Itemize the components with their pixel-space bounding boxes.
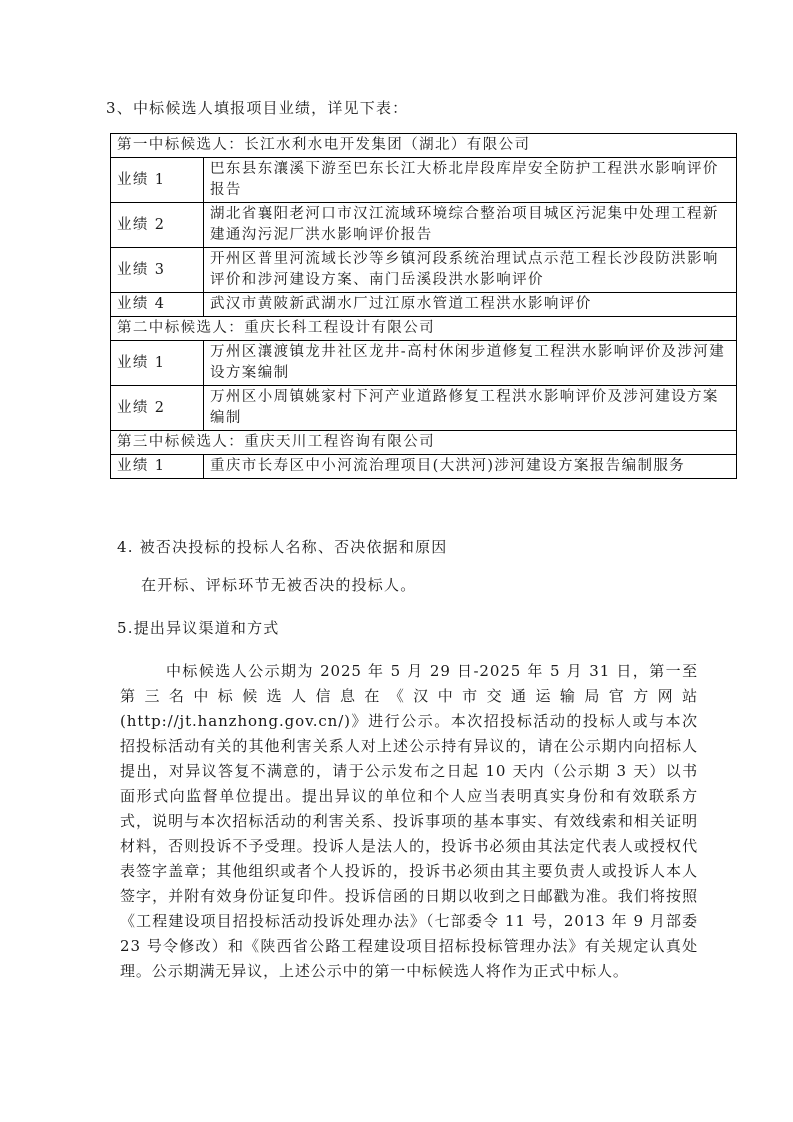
performance-label: 业绩 1	[111, 158, 204, 203]
performance-description: 巴东县东瀼溪下游至巴东长江大桥北岸段库岸安全防护工程洪水影响评价报告	[204, 158, 737, 203]
performance-label: 业绩 2	[111, 386, 204, 431]
table-row	[111, 203, 737, 248]
candidate-name: 第一中标候选人：长江水利水电开发集团（湖北）有限公司	[111, 134, 737, 158]
performance-description: 万州区瀼渡镇龙井社区龙井-高村休闲步道修复工程洪水影响评价及涉河建设方案编制	[204, 341, 737, 386]
table-row	[111, 455, 737, 479]
performance-label: 业绩 4	[111, 293, 204, 317]
candidate-header-row	[111, 431, 737, 455]
section-5-heading: 5.提出异议渠道和方式	[117, 619, 280, 637]
section-3-heading: 3、中标候选人填报项目业绩，详见下表：	[106, 99, 409, 117]
performance-description: 武汉市黄陂新武湖水厂过江原水管道工程洪水影响评价	[204, 293, 737, 317]
section-5-paragraph: 中标候选人公示期为 2025 年 5 月 29 日-2025 年 5 月 31 日，第一至第三名中标候选人信息在《汉中市交通运输局官方网站(http://jt.hanzhong.gov.cn/)》进行公示。本次招投标活动的投标人或与本次招投标活动有关的其他利害关系人对上述公示持有异议的，请在公示期内向招标人提出，对异议答复不满意的，请于公示发布之日起 10 天内（公示期 3 天）以书面形式向监督单位提出。提出异议的单位和个人应当表明真实身份和有效联系方式，说明与本次招标活动的利害关系、投诉事项的基本事实、有效线索和相关证明材料，否则投诉不予受理。投诉人是法人的，投诉书必须由其法定代表人或授权代表签字盖章；其他组织或者个人投诉的，投诉书必须由其主要负责人或投诉人本人签字，并附有效身份证复印件。投诉信函的日期以收到之日邮戳为准。我们将按照《工程建设项目招投标活动投诉处理办法》（七部委令 11 号，2013 年 9 月部委 23 号令修改）和《陕西省公路工程建设项目招标投标管理办法》有关规定认真处理。公示期满无异议，上述公示中的第一中标候选人将作为正式中标人。	[120, 662, 698, 980]
table-row	[111, 293, 737, 317]
performance-label: 业绩 2	[111, 203, 204, 248]
candidate-header-row	[111, 134, 737, 158]
table-row	[111, 248, 737, 293]
table-row	[111, 158, 737, 203]
performance-table	[110, 133, 737, 479]
candidate-name: 第二中标候选人：重庆长科工程设计有限公司	[111, 317, 737, 341]
table-row	[111, 386, 737, 431]
performance-label: 业绩 1	[111, 341, 204, 386]
candidate-header-row	[111, 317, 737, 341]
performance-label: 业绩 3	[111, 248, 204, 293]
performance-description: 重庆市长寿区中小河流治理项目(大洪河)涉河建设方案报告编制服务	[204, 455, 737, 479]
table-row	[111, 341, 737, 386]
section-4-heading: 4. 被否决投标的投标人名称、否决依据和原因	[117, 538, 448, 556]
performance-description: 湖北省襄阳老河口市汉江流域环境综合整治项目城区污泥集中处理工程新建通沟污泥厂洪水影响评价报告	[204, 203, 737, 248]
section-4-text: 在开标、评标环节无被否决的投标人。	[141, 576, 417, 594]
performance-description: 万州区小周镇姚家村下河产业道路修复工程洪水影响评价及涉河建设方案编制	[204, 386, 737, 431]
candidate-name: 第三中标候选人：重庆天川工程咨询有限公司	[111, 431, 737, 455]
performance-description: 开州区普里河流域长沙等乡镇河段系统治理试点示范工程长沙段防洪影响评价和涉河建设方案、南门岳溪段洪水影响评价	[204, 248, 737, 293]
performance-table-body	[111, 134, 737, 479]
performance-label: 业绩 1	[111, 455, 204, 479]
